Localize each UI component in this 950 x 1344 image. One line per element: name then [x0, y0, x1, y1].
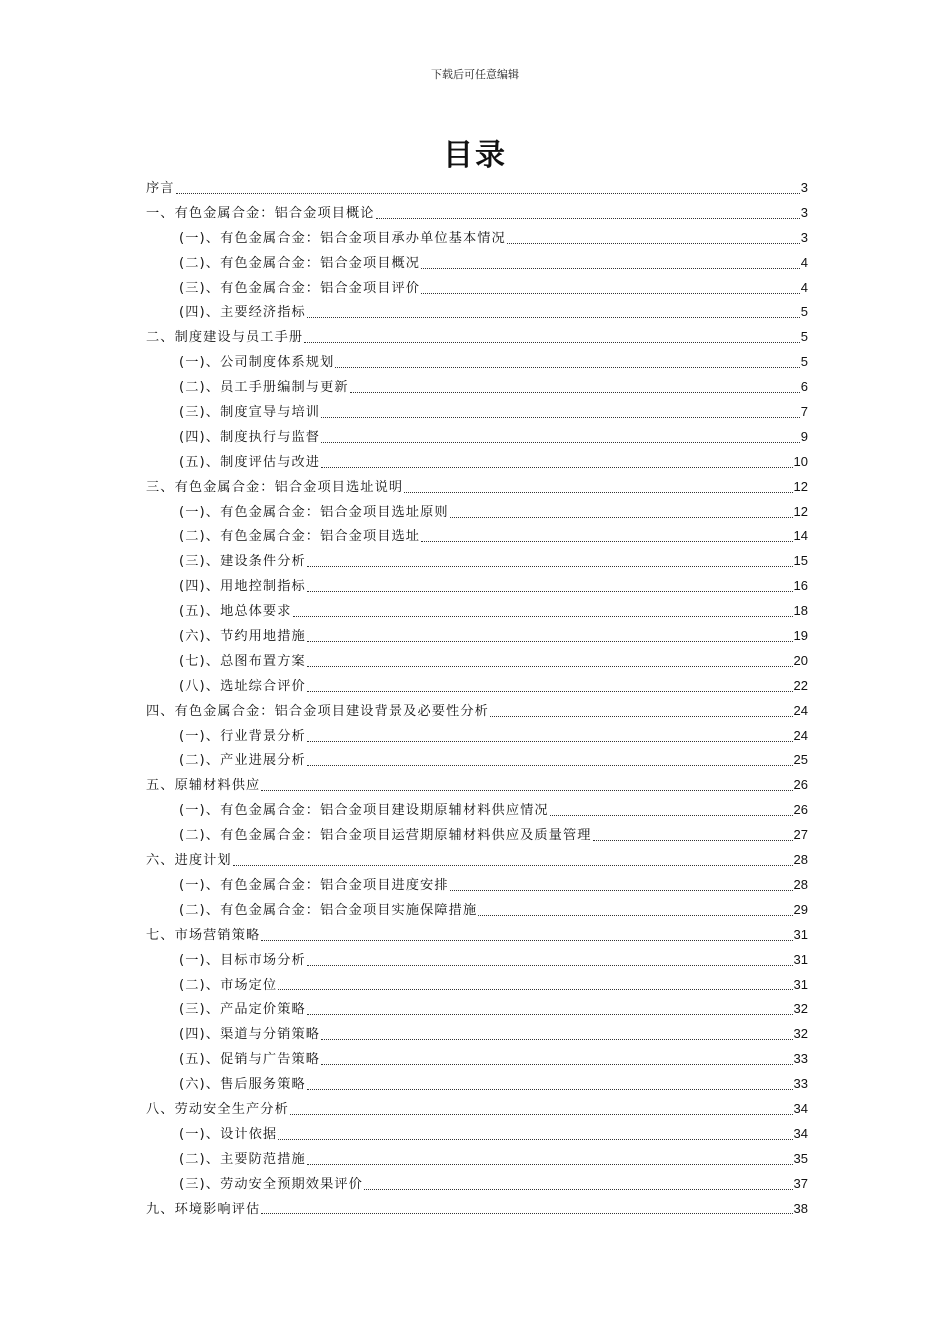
toc-entry-page-number: 38	[793, 1200, 808, 1216]
toc-dot-leader	[307, 317, 800, 318]
toc-entry-page-number: 3	[800, 180, 808, 195]
toc-dot-leader	[307, 741, 793, 742]
toc-entry[interactable]	[146, 649, 808, 674]
toc-entry-page-number: 10	[793, 453, 808, 469]
toc-entry[interactable]	[146, 848, 808, 873]
toc-dot-leader	[350, 392, 800, 393]
toc-entry[interactable]	[146, 973, 808, 998]
toc-dot-leader	[290, 1114, 793, 1115]
toc-dot-leader	[304, 342, 800, 343]
toc-entry-page-number: 14	[793, 528, 808, 544]
toc-entry-title: (六)、售后服务策略	[179, 1077, 306, 1093]
toc-entry[interactable]	[146, 325, 808, 350]
toc-entry-title: (一)、有色金属合金：铝合金项目选址原则	[179, 504, 449, 520]
toc-entry[interactable]	[146, 1022, 808, 1047]
toc-entry[interactable]	[146, 276, 808, 301]
toc-entry-title: 六、进度计划	[146, 853, 232, 869]
toc-entry-page-number: 31	[793, 976, 808, 992]
toc-entry-page-number: 3	[800, 229, 808, 245]
toc-entry-title: (五)、地总体要求	[179, 604, 292, 620]
toc-entry-title: (一)、行业背景分析	[179, 728, 306, 744]
toc-entry-page-number: 12	[793, 478, 808, 494]
toc-entry[interactable]	[146, 773, 808, 798]
toc-entry-title: (一)、公司制度体系规划	[179, 355, 335, 371]
toc-entry[interactable]	[146, 1172, 808, 1197]
toc-entry-title: (六)、节约用地措施	[179, 629, 306, 645]
toc-entry-page-number: 33	[793, 1076, 808, 1092]
toc-dot-leader	[233, 865, 793, 866]
toc-entry[interactable]	[146, 1047, 808, 1072]
toc-entry[interactable]	[146, 201, 808, 226]
toc-dot-leader	[307, 1089, 793, 1090]
page-title: 目录	[443, 138, 507, 173]
toc-entry-title: (四)、主要经济指标	[179, 305, 306, 321]
toc-entry[interactable]	[146, 425, 808, 450]
toc-entry-title: (五)、促销与广告策略	[179, 1052, 321, 1068]
toc-dot-leader	[261, 790, 792, 791]
toc-entry-page-number: 15	[793, 553, 808, 569]
toc-entry-title: (三)、有色金属合金：铝合金项目评价	[179, 280, 421, 296]
toc-entry-title: (三)、制度宣导与培训	[179, 405, 321, 421]
toc-dot-leader	[307, 641, 793, 642]
toc-entry-title: 七、市场营销策略	[146, 927, 261, 943]
toc-entry[interactable]	[146, 1097, 808, 1122]
toc-dot-leader	[307, 765, 793, 766]
toc-entry-page-number: 32	[793, 1001, 808, 1017]
toc-entry-title: 一、有色金属合金：铝合金项目概论	[146, 205, 375, 221]
toc-entry-page-number: 22	[793, 677, 808, 693]
toc-entry-page-number: 12	[793, 503, 808, 519]
toc-entry-page-number: 37	[793, 1175, 808, 1191]
toc-entry[interactable]	[146, 997, 808, 1022]
toc-dot-leader	[321, 1039, 792, 1040]
toc-dot-leader	[307, 965, 793, 966]
toc-dot-leader	[550, 815, 793, 816]
toc-entry[interactable]	[146, 748, 808, 773]
toc-entry[interactable]	[146, 948, 808, 973]
toc-entry-page-number: 26	[793, 777, 808, 793]
toc-entry-page-number: 27	[793, 827, 808, 843]
toc-dot-leader	[307, 666, 793, 667]
toc-entry-title: 九、环境影响评估	[146, 1201, 261, 1217]
toc-entry[interactable]	[146, 549, 808, 574]
toc-entry-title: 五、原辅材料供应	[146, 778, 261, 794]
toc-entry-title: (八)、选址综合评价	[179, 678, 306, 694]
toc-dot-leader	[321, 417, 800, 418]
toc-entry[interactable]	[146, 923, 808, 948]
toc-entry-title: (二)、有色金属合金：铝合金项目概况	[179, 255, 421, 271]
toc-entry[interactable]	[146, 350, 808, 375]
toc-entry-page-number: 35	[793, 1150, 808, 1166]
toc-dot-leader	[176, 193, 800, 194]
toc-dot-leader	[421, 293, 800, 294]
toc-entry-page-number: 6	[800, 379, 808, 395]
toc-dot-leader	[404, 492, 792, 493]
toc-entry[interactable]	[146, 823, 808, 848]
toc-entry[interactable]	[146, 176, 808, 201]
toc-entry-title: 三、有色金属合金：铝合金项目选址说明	[146, 479, 404, 495]
table-of-contents	[146, 176, 808, 1221]
toc-entry-page-number: 5	[800, 329, 808, 345]
toc-entry-page-number: 4	[800, 279, 808, 295]
toc-dot-leader	[321, 442, 800, 443]
toc-entry[interactable]	[146, 524, 808, 549]
toc-entry-page-number: 28	[793, 876, 808, 892]
toc-entry-page-number: 4	[800, 254, 808, 270]
toc-dot-leader	[376, 218, 800, 219]
toc-entry[interactable]	[146, 251, 808, 276]
toc-dot-leader	[261, 940, 792, 941]
toc-entry[interactable]	[146, 798, 808, 823]
toc-entry-page-number: 5	[800, 354, 808, 370]
toc-entry-title: (四)、制度执行与监督	[179, 429, 321, 445]
toc-dot-leader	[335, 367, 799, 368]
toc-entry-title: (二)、主要防范措施	[179, 1151, 306, 1167]
toc-entry-page-number: 33	[793, 1051, 808, 1067]
toc-entry-title: 二、制度建设与员工手册	[146, 330, 304, 346]
toc-entry-title: 八、劳动安全生产分析	[146, 1101, 289, 1117]
toc-entry[interactable]	[146, 1122, 808, 1147]
toc-entry-title: (二)、有色金属合金：铝合金项目运营期原辅材料供应及质量管理	[179, 828, 592, 844]
toc-dot-leader	[478, 915, 792, 916]
toc-entry-page-number: 24	[793, 727, 808, 743]
page-header-note: 下载后可任意编辑	[431, 68, 519, 81]
toc-entry-page-number: 31	[793, 951, 808, 967]
toc-entry[interactable]	[146, 1072, 808, 1097]
toc-entry-title: (三)、建设条件分析	[179, 554, 306, 570]
toc-dot-leader	[421, 541, 792, 542]
toc-entry-page-number: 25	[793, 752, 808, 768]
toc-entry[interactable]	[146, 699, 808, 724]
toc-dot-leader	[490, 716, 793, 717]
toc-entry-title: (一)、目标市场分析	[179, 952, 306, 968]
toc-entry-page-number: 34	[793, 1100, 808, 1116]
toc-dot-leader	[307, 1164, 793, 1165]
toc-entry-page-number: 20	[793, 652, 808, 668]
toc-entry-title: (二)、市场定位	[179, 977, 278, 993]
toc-entry-page-number: 16	[793, 578, 808, 594]
toc-entry-title: (一)、有色金属合金：铝合金项目承办单位基本情况	[179, 230, 506, 246]
toc-entry-page-number: 7	[800, 404, 808, 420]
toc-entry-page-number: 28	[793, 852, 808, 868]
toc-entry-page-number: 9	[800, 428, 808, 444]
toc-entry-title: (一)、设计依据	[179, 1126, 278, 1142]
toc-entry[interactable]	[146, 599, 808, 624]
toc-entry-page-number: 31	[793, 926, 808, 942]
toc-entry[interactable]	[146, 873, 808, 898]
toc-entry-page-number: 18	[793, 603, 808, 619]
toc-entry-title: (四)、渠道与分销策略	[179, 1027, 321, 1043]
toc-entry-title: 四、有色金属合金：铝合金项目建设背景及必要性分析	[146, 703, 489, 719]
toc-entry-page-number: 19	[793, 628, 808, 644]
toc-entry[interactable]	[146, 475, 808, 500]
toc-entry-page-number: 34	[793, 1125, 808, 1141]
toc-dot-leader	[307, 591, 793, 592]
toc-entry-title: (三)、劳动安全预期效果评价	[179, 1176, 363, 1192]
toc-entry[interactable]	[146, 500, 808, 525]
toc-entry[interactable]	[146, 724, 808, 749]
toc-entry[interactable]	[146, 226, 808, 251]
toc-entry[interactable]	[146, 1147, 808, 1172]
toc-dot-leader	[421, 268, 800, 269]
toc-entry-page-number: 5	[800, 304, 808, 320]
toc-entry[interactable]	[146, 300, 808, 325]
toc-dot-leader	[507, 243, 800, 244]
toc-dot-leader	[307, 1014, 793, 1015]
toc-entry[interactable]	[146, 674, 808, 699]
toc-entry[interactable]	[146, 624, 808, 649]
toc-dot-leader	[278, 1139, 792, 1140]
toc-entry-title: 序言	[146, 181, 175, 196]
toc-dot-leader	[307, 691, 793, 692]
toc-dot-leader	[321, 467, 792, 468]
toc-entry-title: (七)、总图布置方案	[179, 653, 306, 669]
toc-dot-leader	[450, 517, 793, 518]
toc-entry-page-number: 32	[793, 1026, 808, 1042]
toc-entry-title: (三)、产品定价策略	[179, 1002, 306, 1018]
toc-entry-title: (一)、有色金属合金：铝合金项目建设期原辅材料供应情况	[179, 803, 549, 819]
toc-entry[interactable]	[146, 1197, 808, 1222]
toc-entry[interactable]	[146, 450, 808, 475]
toc-entry-title: (二)、产业进展分析	[179, 753, 306, 769]
toc-dot-leader	[307, 566, 793, 567]
toc-entry-title: (二)、有色金属合金：铝合金项目实施保障措施	[179, 902, 478, 918]
toc-dot-leader	[261, 1213, 792, 1214]
toc-entry-page-number: 26	[793, 802, 808, 818]
toc-entry[interactable]	[146, 400, 808, 425]
toc-entry-title: (二)、有色金属合金：铝合金项目选址	[179, 529, 421, 545]
toc-dot-leader	[450, 890, 793, 891]
toc-entry-page-number: 29	[793, 901, 808, 917]
toc-entry-title: (四)、用地控制指标	[179, 579, 306, 595]
toc-dot-leader	[593, 840, 793, 841]
toc-dot-leader	[364, 1189, 793, 1190]
toc-entry-page-number: 3	[800, 204, 808, 220]
toc-entry[interactable]	[146, 574, 808, 599]
toc-dot-leader	[278, 989, 792, 990]
toc-entry-title: (一)、有色金属合金：铝合金项目进度安排	[179, 877, 449, 893]
toc-dot-leader	[321, 1064, 792, 1065]
toc-entry[interactable]	[146, 898, 808, 923]
toc-entry-title: (二)、员工手册编制与更新	[179, 380, 349, 396]
toc-entry[interactable]	[146, 375, 808, 400]
toc-dot-leader	[293, 616, 793, 617]
toc-entry-title: (五)、制度评估与改进	[179, 454, 321, 470]
toc-entry-page-number: 24	[793, 702, 808, 718]
